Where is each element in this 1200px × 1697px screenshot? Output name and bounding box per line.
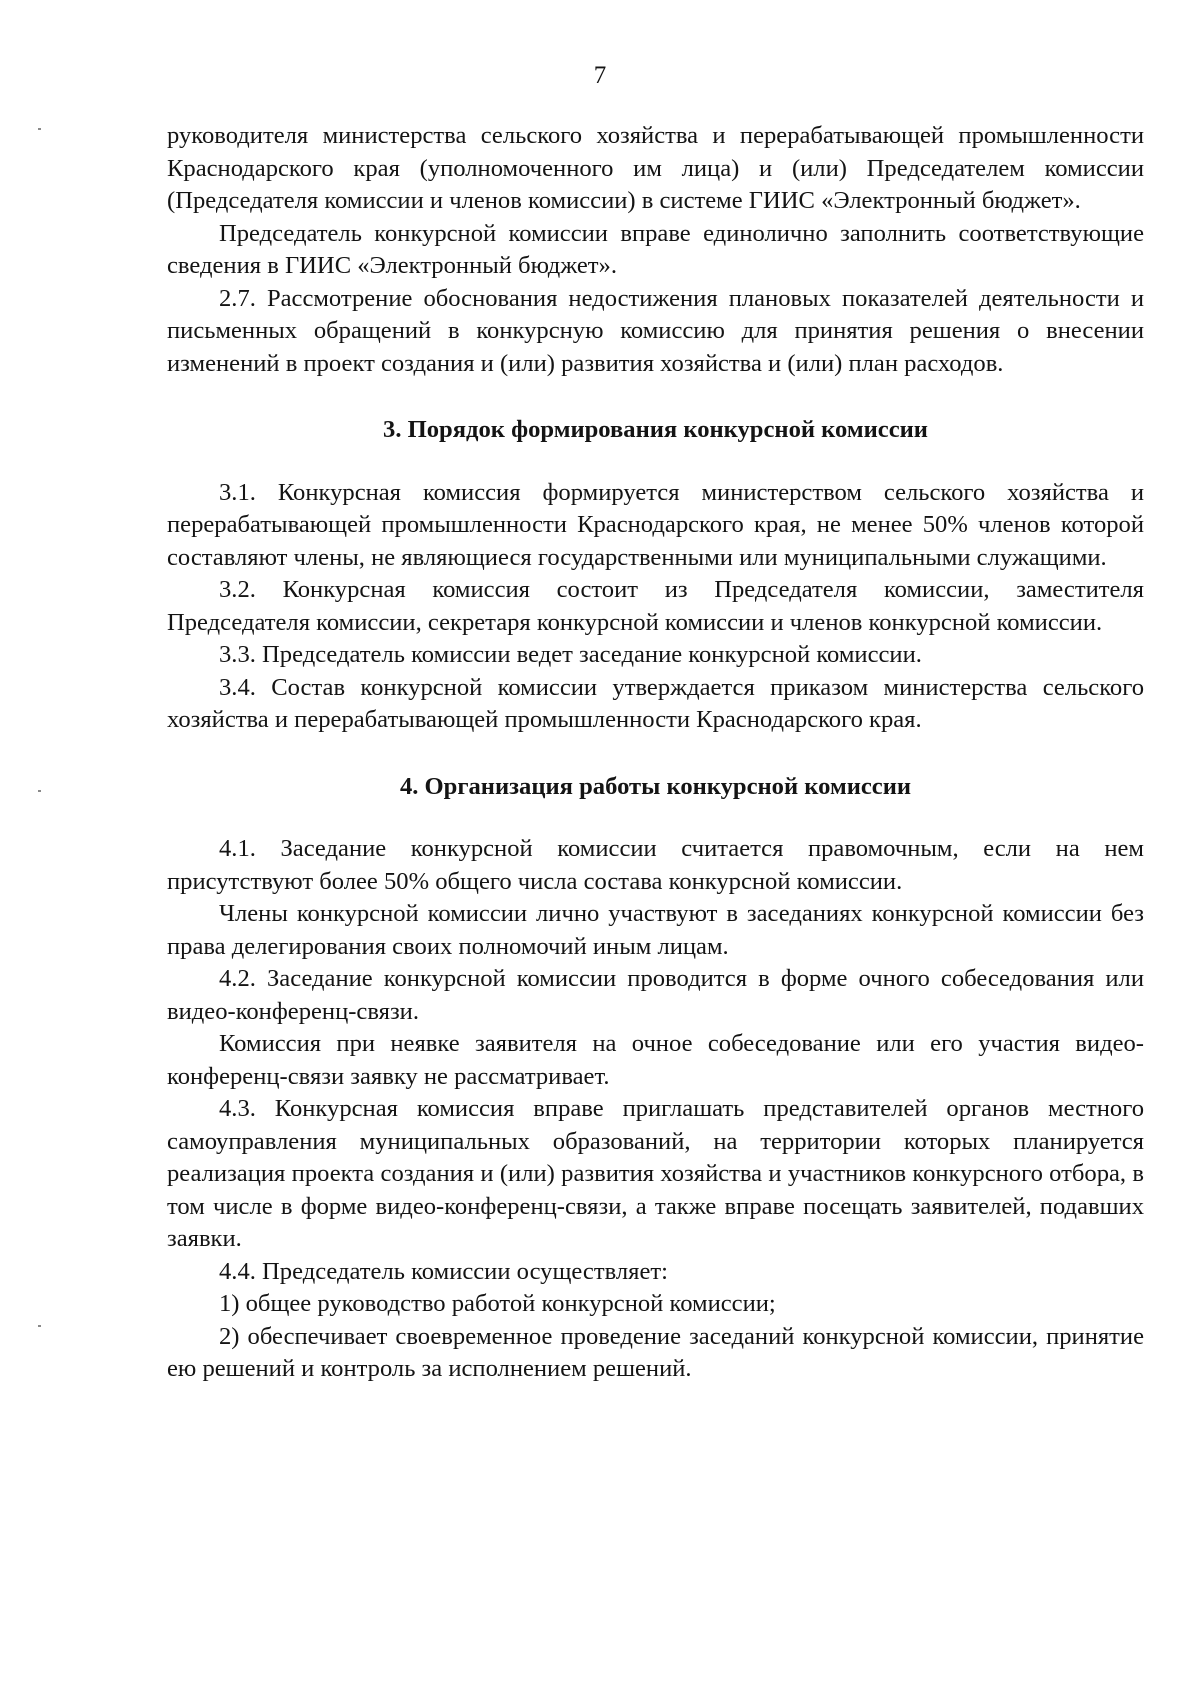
paragraph-4-1: 4.1. Заседание конкурсной комиссии считается правомочным, если на нем присутствуют более 50% общего числа состава конкурсной комиссии.	[167, 835, 1144, 895]
paragraph-3-1: 3.1. Конкурсная комиссия формируется министерством сельского хозяйства и перерабатывающей промышленности Краснодарского края, не менее 50% членов которой составляют члены, не являющиеся государственными или муниципальными служащими.	[167, 478, 1144, 571]
scan-artifact	[38, 1325, 41, 1327]
spacer	[167, 737, 1144, 771]
spacer	[167, 447, 1144, 477]
paragraph-3-2: 3.2. Конкурсная комиссия состоит из Председателя комиссии, заместителя Председателя комиссии, секретаря конкурсной комиссии и членов конкурсной комиссии.	[167, 576, 1144, 636]
spacer	[167, 380, 1144, 414]
section-4-heading: 4. Организация работы конкурсной комиссии	[399, 772, 912, 800]
paragraph: Члены конкурсной комиссии лично участвуют в заседаниях конкурсной комиссии без права делегирования своих полномочий иным лицам.	[167, 900, 1144, 960]
paragraph-4-3: 4.3. Конкурсная комиссия вправе приглашать представителей органов местного самоуправления муниципальных образований, на территории которых планируется реализация проекта создания и (или) развития хозяйства и участников конкурсного отбора, в том числе в форме видео-конференц-связи, а также вправе посещать заявителей, подавших заявки.	[167, 1095, 1144, 1252]
paragraph-2-7: 2.7. Рассмотрение обоснования недостижения плановых показателей деятельности и письменных обращений в конкурсную комиссию для принятия решения о внесении изменений в проект создания и (или) развития хозяйства и (или) план расходов.	[167, 284, 1144, 377]
paragraph: Комиссия при неявке заявителя на очное собеседование или его участия видео-конференц-связи заявку не рассматривает.	[167, 1030, 1144, 1090]
paragraph-continuation: руководителя министерства сельского хозяйства и перерабатывающей промышленности Краснодарского края (уполномоченного им лица) и (или) Председателем комиссии (Председателя комиссии и членов комиссии) в системе ГИИС «Электронный бюджет».	[167, 122, 1144, 214]
section-3-heading: 3. Порядок формирования конкурсной комиссии	[383, 416, 928, 443]
paragraph-3-3: 3.3. Председатель комиссии ведет заседание конкурсной комиссии.	[219, 641, 922, 668]
list-item: 1) общее руководство работой конкурсной комиссии;	[219, 1290, 776, 1317]
paragraph: Председатель конкурсной комиссии вправе единолично заполнить соответствующие сведения в ГИИС «Электронный бюджет».	[167, 219, 1144, 279]
paragraph-4-4: 4.4. Председатель комиссии осуществляет:	[219, 1257, 668, 1285]
scan-artifact	[38, 790, 41, 792]
document-body	[167, 120, 1144, 1386]
list-item: 2) обеспечивает своевременное проведение заседаний конкурсной комиссии, принятие ею решений и контроль за исполнением решений.	[167, 1322, 1144, 1382]
paragraph-3-4: 3.4. Состав конкурсной комиссии утверждается приказом министерства сельского хозяйства и перерабатывающей промышленности Краснодарского края.	[167, 673, 1144, 733]
scan-artifact	[38, 128, 41, 130]
paragraph-4-2: 4.2. Заседание конкурсной комиссии проводится в форме очного собеседования или видео-конференц-связи.	[167, 965, 1144, 1025]
spacer	[167, 803, 1144, 833]
page-number: 7	[593, 62, 607, 89]
